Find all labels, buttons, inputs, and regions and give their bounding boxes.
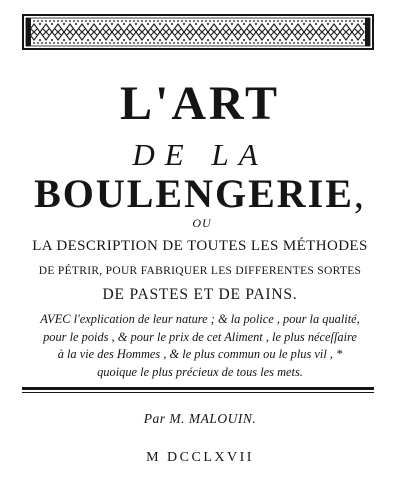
- author-line: Par M. MALOUIN.: [143, 411, 257, 426]
- title-comma: ,: [353, 171, 366, 216]
- divider-thick: [22, 387, 374, 390]
- description-block: [14, 311, 386, 381]
- description-line-4: quoique le plus précieux de tous les mets.: [97, 364, 303, 379]
- fleuron-pattern-icon: [22, 14, 374, 50]
- subtitle-line-3: DE PASTES ET DE PAINS.: [102, 286, 298, 303]
- description-line-1: AVEC l'explication de leur nature ; & la police , pour la qualité,: [40, 312, 360, 326]
- ornamental-header-band: [22, 14, 374, 50]
- title-line-1: L'ART: [119, 77, 280, 130]
- conjunction-ou: OU: [192, 216, 212, 230]
- title-line-2: DE LA: [132, 137, 268, 172]
- divider-thin: [22, 392, 374, 393]
- description-line-2: pour le poids , & pour le prix de cet Aliment , le plus néceſſaire: [43, 329, 357, 344]
- subtitle-line-2: DE PÉTRIR, POUR FABRIQUER LES DIFFERENTES SORTES: [38, 265, 362, 277]
- subtitle-line-1: LA DESCRIPTION DE TOUTES LES MÉTHODES: [32, 238, 368, 254]
- title-line-3: [0, 172, 400, 216]
- title-main-word: BOULENGERIE: [34, 171, 354, 216]
- publication-year: M DCCLXVII: [146, 450, 254, 465]
- description-line-3: à la vie des Hommes , & le plus commun ou le plus vil , *: [57, 347, 343, 361]
